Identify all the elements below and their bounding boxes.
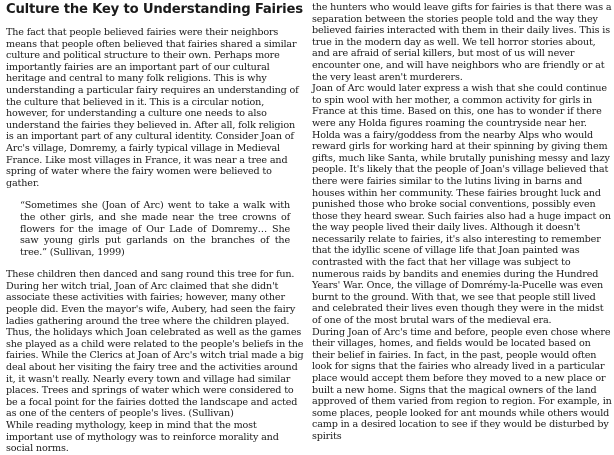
paragraph-hunters: the hunters who would leave gifts for fairies is that there was a separation between the stories people told and the way they believed fairies interacted with them in their daily lives. This is true in the modern day as well. We tell horror stories about, and are afraid of serial killers, but most of us will never encounter one, and will have neighbors who are friendly or at the very least aren't murderers. — [312, 2, 612, 83]
article-title: Culture the Key to Understanding Fairies — [6, 2, 303, 17]
right-column — [312, 2, 612, 443]
block-quote: “Sometimes she (Joan of Arc) went to take a walk with the other girls, and she made near the tree crowns of flowers for the image of Our Lade of Domremy… She saw young girls put garlands on the branches of the tree.” (Sullivan, 1999) — [20, 200, 290, 258]
paragraph-children-dance: These children then danced and sang round this tree for fun. During her witch trial, Joan of Arc claimed that she didn't associate these activities with fairies; however, many other people did. Even the mayor's wife, Aubery, had seen the fairy ladies gathering around the tree where the children played. Thus, the holidays which Joan celebrated as well as the games she played as a child were related to the people's beliefs in the fairies. While the Clerics at Joan of Arc's witch trial made a big deal about her visiting the fairy tree and the activities around it, it wasn't really. Nearly every town and village had similar places. Trees and springs of water which were considered to be a focal point for the fairies dotted the landscape and acted as one of the centers of people's lives. (Sullivan) — [6, 269, 304, 420]
paragraph-spinning: Joan of Arc would later express a wish that she could continue to spin wool with her mother, a common activity for girls in France at this time. Based on this, one has to wonder if there were any Holda figures roaming the countryside near her. Holda was a fairy/goddess from the nearby Alps who would reward girls for working hard at their spinning by giving them gifts, much like Santa, while brutally punishing messy and lazy people. It's likely that the people of Joan's village believed that there were fairies similar to the lutins living in barns and houses within her community. These fairies brought luck and punished those who broke social conventions, possibly even those they heard swear. Such fairies also had a huge impact on the way people lived their daily lives. Although it doesn't necessarily relate to fairies, it's also interesting to remember that the idyllic scene of village life that Joan painted was contrasted with the fact that her village was subject to numerous raids by bandits and enemies during the Hundred Years' War. Once, the village of Domrémy-la-Pucelle was even burnt to the ground. With that, we see that people still lived and celebrated their lives even though they were in the midst of one of the most brutal wars of the medieval era. — [312, 83, 611, 327]
left-column — [6, 2, 304, 455]
paragraph-mythology: While reading mythology, keep in mind that the most important use of mythology was to reinforce morality and social norms. — [6, 420, 279, 455]
paragraph-intro: The fact that people believed fairies were their neighbors means that people often believed that fairies shared a similar culture and political structure to their own. Perhaps more importantly fairies are an important part of our cultural heritage and central to many folk religions. This is why understanding a particular fairy requires an understanding of the culture that believed in it. This is a circular notion, however, for understanding a culture one needs to also understand the fairies they believed in. After all, folk religion is an important part of any cultural identity. Consider Joan of Arc's village, Domremy, a fairly typical village in Medieval France. Like most villages in France, it was near a tree and spring of water where the fairy women were believed to gather. — [6, 27, 299, 189]
paragraph-villages: During Joan of Arc's time and before, people even chose where their villages, homes, and fields would be located based on their belief in fairies. In fact, in the past, people would often look for signs that the fairies who already lived in a particular place would accept them before they moved to a new place or built a new home. Signs that the magical owners of the land approved of them varied from region to region. For example, in some places, people looked for ant mounds while others would camp in a desired location to see if they would be disturbed by spirits — [312, 326, 612, 442]
